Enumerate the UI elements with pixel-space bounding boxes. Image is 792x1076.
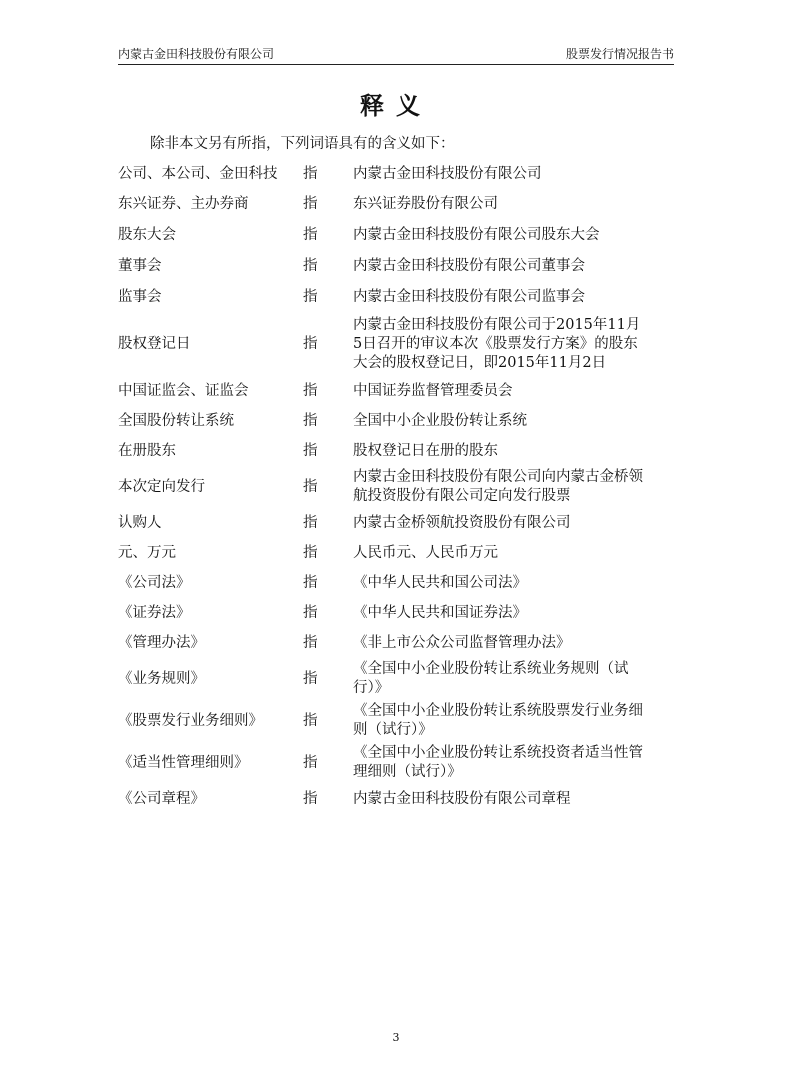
definition-term: 本次定向发行 — [118, 478, 205, 495]
definition-marker: 指 — [303, 544, 318, 561]
definition-text: 《全国中小企业股份转让系统股票发行业务细则（试行）》 — [353, 703, 643, 738]
definition-term: 《公司法》 — [118, 574, 191, 591]
definition-term: 《管理办法》 — [118, 634, 205, 651]
definition-row — [118, 508, 674, 538]
intro-paragraph: 除非本文另有所指，下列词语具有的含义如下： — [150, 136, 455, 152]
definition-text: 内蒙古金田科技股份有限公司股东大会 — [353, 227, 600, 243]
definition-marker: 指 — [303, 336, 318, 352]
definition-text: 东兴证券股份有限公司 — [353, 196, 498, 212]
definition-marker: 指 — [303, 227, 318, 243]
definition-term: 股权登记日 — [118, 336, 191, 352]
definition-term: 在册股东 — [118, 442, 176, 459]
definition-marker: 指 — [303, 670, 318, 687]
definition-row — [118, 376, 674, 406]
definition-marker: 指 — [303, 289, 318, 305]
definition-term: 认购人 — [118, 514, 162, 531]
definition-term: 中国证监会、证监会 — [118, 382, 249, 399]
definition-marker: 指 — [303, 412, 318, 429]
definition-term: 《业务规则》 — [118, 670, 205, 687]
definition-row — [118, 466, 674, 508]
definitions-table — [118, 160, 674, 814]
definition-text: 《中华人民共和国证券法》 — [353, 604, 527, 621]
definition-row — [118, 436, 674, 466]
definition-row — [118, 568, 674, 598]
definition-marker: 指 — [303, 712, 318, 729]
section-title: 释义 — [360, 91, 432, 120]
definition-text: 内蒙古金田科技股份有限公司监事会 — [353, 289, 585, 305]
definition-marker: 指 — [303, 604, 318, 621]
definition-term: 监事会 — [118, 289, 162, 305]
definition-marker: 指 — [303, 478, 318, 495]
page-number: 3 — [392, 1031, 400, 1044]
definition-text: 中国证券监督管理委员会 — [353, 382, 513, 399]
definition-marker: 指 — [303, 258, 318, 274]
definition-text: 内蒙古金田科技股份有限公司向内蒙古金桥领航投资股份有限公司定向发行股票 — [353, 469, 643, 504]
definition-marker: 指 — [303, 514, 318, 531]
definition-text: 内蒙古金田科技股份有限公司 — [353, 166, 542, 182]
definition-term: 《公司章程》 — [118, 790, 205, 807]
definition-marker: 指 — [303, 634, 318, 651]
page-header — [118, 46, 674, 65]
definition-marker: 指 — [303, 196, 318, 212]
definition-text: 内蒙古金田科技股份有限公司董事会 — [353, 258, 585, 274]
definition-row — [118, 598, 674, 628]
definition-term: 《证券法》 — [118, 604, 191, 621]
definition-term: 《股票发行业务细则》 — [118, 712, 263, 729]
definition-marker: 指 — [303, 790, 318, 807]
definition-row — [118, 251, 674, 282]
definition-text: 股权登记日在册的股东 — [353, 442, 498, 459]
header-document-type: 股票发行情况报告书 — [565, 47, 674, 61]
definition-marker: 指 — [303, 166, 318, 182]
definition-row — [118, 313, 674, 376]
definition-row — [118, 282, 674, 313]
definition-row — [118, 220, 674, 251]
definition-row — [118, 406, 674, 436]
definition-term: 董事会 — [118, 258, 162, 274]
definition-row — [118, 628, 674, 658]
definition-row — [118, 189, 674, 220]
definition-text: 内蒙古金桥领航投资股份有限公司 — [353, 514, 571, 531]
definition-term: 东兴证券、主办券商 — [118, 196, 249, 212]
definition-term: 公司、本公司、金田科技 — [118, 166, 278, 182]
definition-text: 《全国中小企业股份转让系统投资者适当性管理细则（试行）》 — [353, 745, 643, 780]
definition-term: 《适当性管理细则》 — [118, 754, 249, 771]
definition-text: 内蒙古金田科技股份有限公司于2015年11月5日召开的审议本次《股票发行方案》的股东大会的股权登记日，即2015年11月2日 — [353, 317, 641, 371]
definition-text: 全国中小企业股份转让系统 — [353, 412, 527, 429]
definition-term: 股东大会 — [118, 227, 176, 243]
definition-marker: 指 — [303, 574, 318, 591]
definition-row — [118, 160, 674, 189]
definition-row — [118, 784, 674, 814]
header-company-name: 内蒙古金田科技股份有限公司 — [118, 47, 275, 61]
definition-marker: 指 — [303, 382, 318, 399]
definition-marker: 指 — [303, 754, 318, 771]
definition-text: 《中华人民共和国公司法》 — [353, 574, 527, 591]
definition-text: 《全国中小企业股份转让系统业务规则（试行）》 — [353, 661, 629, 696]
definition-row — [118, 538, 674, 568]
definition-term: 全国股份转让系统 — [118, 412, 234, 429]
definition-text: 人民币元、人民币万元 — [353, 544, 498, 561]
definition-marker: 指 — [303, 442, 318, 459]
definition-row — [118, 742, 674, 784]
definition-text: 《非上市公众公司监督管理办法》 — [353, 634, 571, 651]
definition-term: 元、万元 — [118, 544, 176, 561]
definition-row — [118, 700, 674, 742]
definition-row — [118, 658, 674, 700]
definition-text: 内蒙古金田科技股份有限公司章程 — [353, 790, 571, 807]
